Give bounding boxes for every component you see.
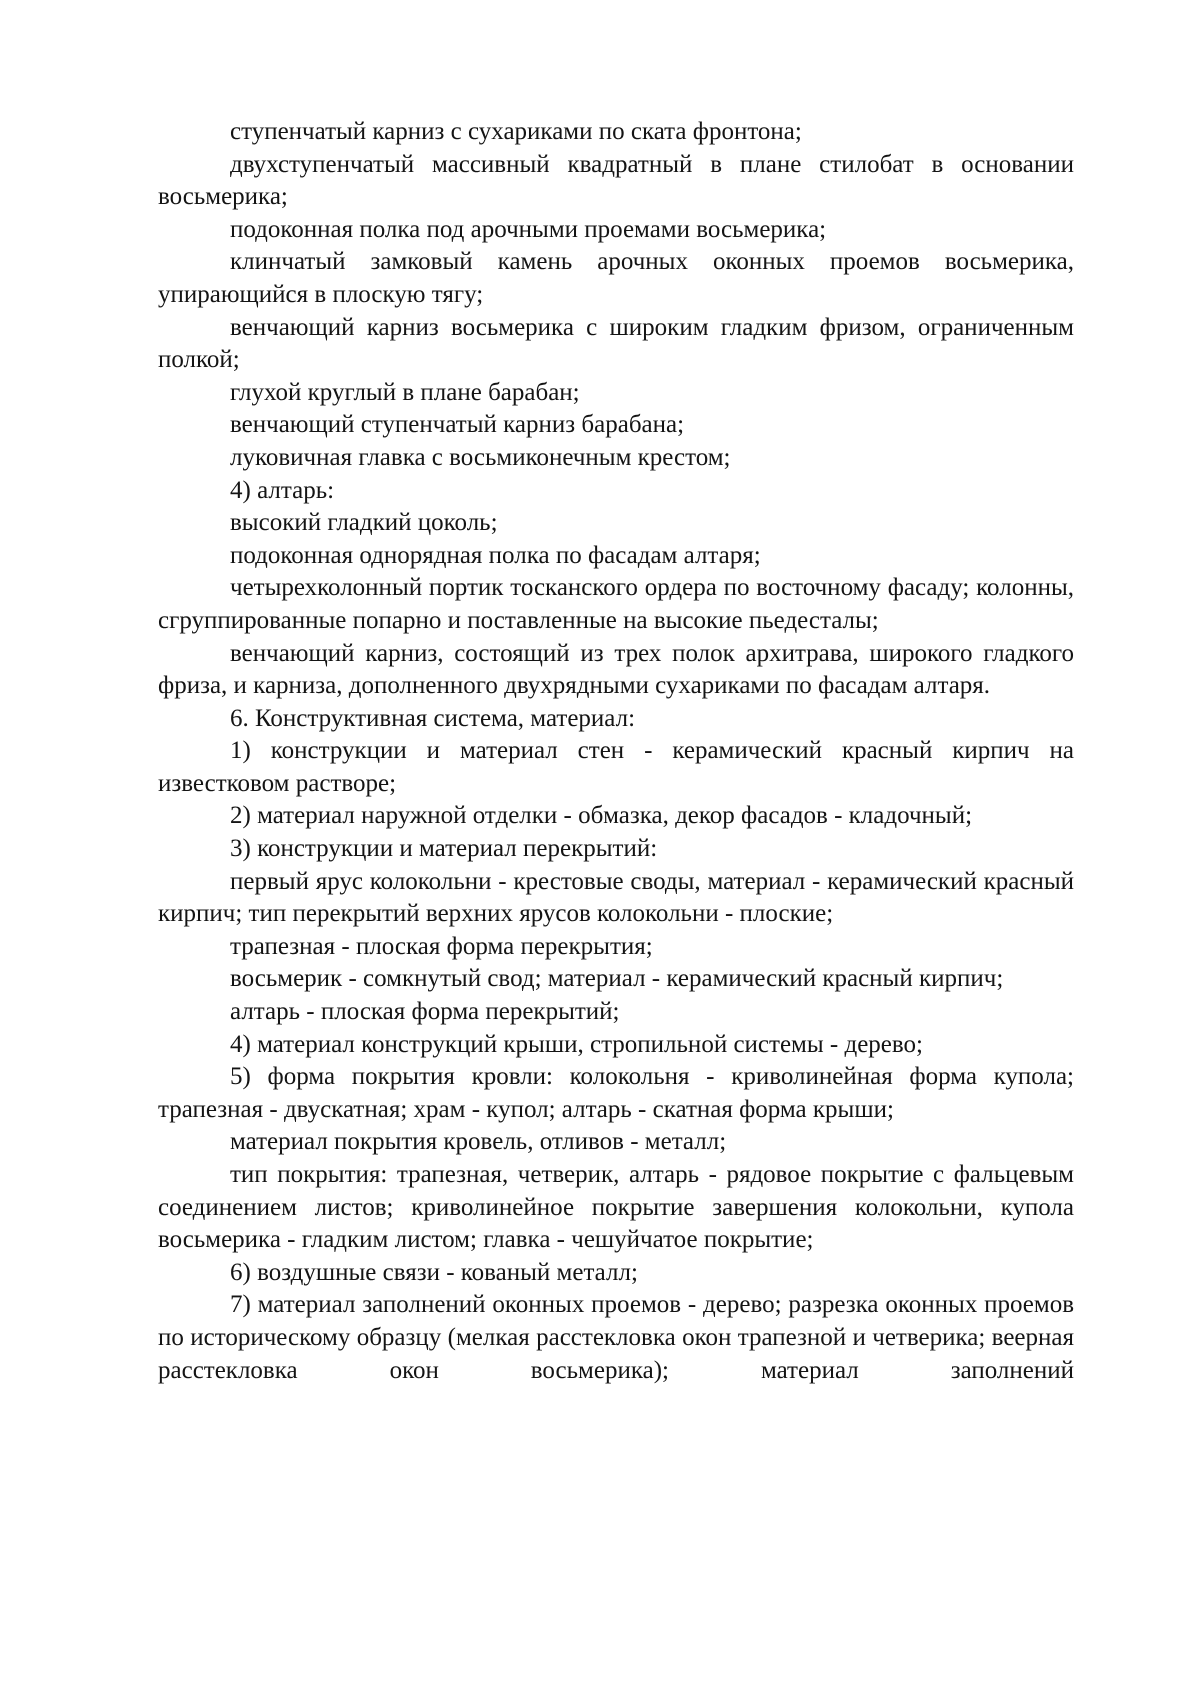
paragraph: 7) материал заполнений оконных проемов - дерево; разрезка оконных проемов по историческому образцу (мелкая расстекловка окон трапезной и четверика; веерная расстекловка окон восьмерика); материал заполнений xyxy=(158,1291,1074,1384)
paragraph: венчающий карниз, состоящий из трех полок архитрава, широкого гладкого фриза, и карниза, дополненного двухрядными сухариками по фасадам алтаря. xyxy=(158,639,1074,700)
paragraph: двухступенчатый массивный квадратный в плане стилобат в основании восьмерика; xyxy=(158,150,1074,211)
paragraph: 1) конструкции и материал стен - керамический красный кирпич на известковом растворе; xyxy=(158,737,1074,797)
paragraph: трапезная - плоская форма перекрытия; xyxy=(230,932,653,960)
paragraph: тип покрытия: трапезная, четверик, алтарь - рядовое покрытие с фальцевым соединением листов; криволинейное покрытие завершения колокольни, купола восьмерика - гладким листом; главка - чешуйчатое покрытие; xyxy=(158,1161,1074,1254)
paragraph: 3) конструкции и материал перекрытий: xyxy=(230,835,658,863)
paragraph: ступенчатый карниз с сухариками по ската фронтона; xyxy=(230,118,802,145)
paragraph: четырехколонный портик тосканского ордера по восточному фасаду; колонны, сгруппированные попарно и поставленные на высокие пьедесталы; xyxy=(158,574,1074,634)
section-heading: 6. Конструктивная система, материал: xyxy=(230,704,636,732)
document-body xyxy=(158,116,1074,1387)
paragraph: 5) форма покрытия кровли: колокольня - криволинейная форма купола; трапезная - двускатная; храм - купол; алтарь - скатная форма крыши; xyxy=(158,1063,1074,1123)
paragraph: первый ярус колокольни - крестовые своды, материал - керамический красный кирпич; тип перекрытий верхних ярусов колокольни - плоские; xyxy=(158,867,1074,928)
paragraph: восьмерик - сомкнутый свод; материал - керамический красный кирпич; xyxy=(230,965,1004,993)
paragraph: клинчатый замковый камень арочных оконных проемов восьмерика, упирающийся в плоскую тягу; xyxy=(158,248,1074,308)
paragraph: 2) материал наружной отделки - обмазка, декор фасадов - кладочный; xyxy=(230,802,973,830)
paragraph: глухой круглый в плане барабан; xyxy=(230,378,580,406)
paragraph: материал покрытия кровель, отливов - металл; xyxy=(230,1128,727,1156)
paragraph: подоконная однорядная полка по фасадам алтаря; xyxy=(230,541,761,569)
paragraph: алтарь - плоская форма перекрытий; xyxy=(230,998,620,1026)
paragraph: высокий гладкий цоколь; xyxy=(230,509,498,537)
paragraph: подоконная полка под арочными проемами восьмерика; xyxy=(230,215,827,243)
paragraph: 4) материал конструкций крыши, стропильной системы - дерево; xyxy=(230,1030,923,1058)
paragraph: венчающий ступенчатый карниз барабана; xyxy=(230,411,685,439)
paragraph: 6) воздушные связи - кованый металл; xyxy=(230,1258,638,1286)
paragraph: луковичная главка с восьмиконечным крестом; xyxy=(230,443,731,471)
paragraph: 4) алтарь: xyxy=(230,476,335,504)
paragraph: венчающий карниз восьмерика с широким гладким фризом, ограниченным полкой; xyxy=(158,313,1074,374)
